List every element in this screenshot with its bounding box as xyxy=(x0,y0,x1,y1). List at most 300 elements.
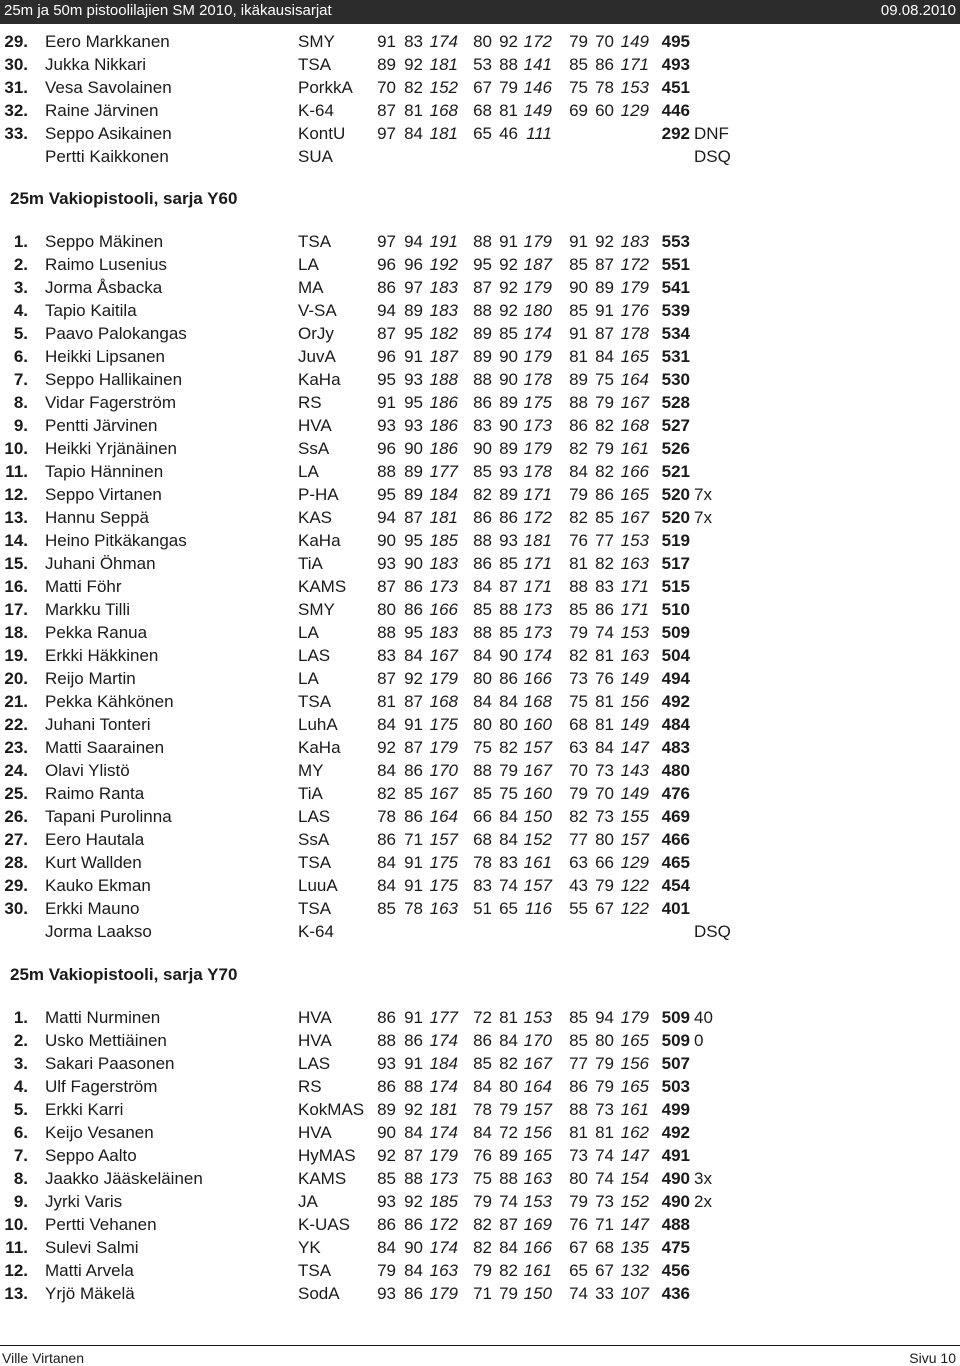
club-name: LAS xyxy=(298,807,331,826)
series-subtotal: 166 xyxy=(620,462,649,481)
series-subtotal: 168 xyxy=(620,416,649,435)
series-score: 90 xyxy=(473,439,492,458)
total-score: 456 xyxy=(661,1261,690,1280)
result-rank: 24. xyxy=(4,761,28,780)
series-score: 92 xyxy=(499,255,518,274)
result-row xyxy=(0,299,960,322)
series-subtotal: 174 xyxy=(523,646,552,665)
club-name: KaHa xyxy=(298,738,341,757)
series-score: 79 xyxy=(569,32,588,51)
series-subtotal: 164 xyxy=(429,807,458,826)
series-score: 88 xyxy=(569,393,588,412)
total-score: 519 xyxy=(661,531,690,550)
club-name: LA xyxy=(298,255,319,274)
club-name: JA xyxy=(298,1192,318,1211)
series-subtotal: 183 xyxy=(429,278,458,297)
series-subtotal: 184 xyxy=(429,1054,458,1073)
result-row xyxy=(0,122,960,145)
series-score: 73 xyxy=(595,1192,614,1211)
total-score: 483 xyxy=(661,738,690,757)
result-row xyxy=(0,828,960,851)
result-rank: 27. xyxy=(4,830,28,849)
series-score: 97 xyxy=(377,232,396,251)
series-subtotal: 165 xyxy=(620,485,649,504)
series-score: 73 xyxy=(569,1146,588,1165)
series-score: 71 xyxy=(404,830,423,849)
club-name: HVA xyxy=(298,1123,332,1142)
series-subtotal: 171 xyxy=(620,577,649,596)
club-name: RS xyxy=(298,1077,322,1096)
series-score: 85 xyxy=(404,784,423,803)
series-subtotal: 166 xyxy=(523,1238,552,1257)
result-row xyxy=(0,76,960,99)
series-score: 63 xyxy=(569,738,588,757)
athlete-name: Erkki Mauno xyxy=(45,899,140,918)
series-score: 85 xyxy=(569,1031,588,1050)
club-name: TSA xyxy=(298,853,332,872)
series-score: 78 xyxy=(377,807,396,826)
athlete-name: Kurt Wallden xyxy=(45,853,142,872)
series-score: 92 xyxy=(499,301,518,320)
result-rank: 13. xyxy=(4,508,28,527)
series-subtotal: 179 xyxy=(523,278,552,297)
club-name: SMY xyxy=(298,600,335,619)
series-subtotal: 173 xyxy=(523,623,552,642)
club-name: TSA xyxy=(298,692,332,711)
athlete-name: Sulevi Salmi xyxy=(45,1238,139,1257)
total-score: 509 xyxy=(661,1031,690,1050)
series-subtotal: 161 xyxy=(620,439,649,458)
series-score: 84 xyxy=(499,1031,518,1050)
series-score: 93 xyxy=(377,416,396,435)
result-row xyxy=(0,483,960,506)
series-score: 95 xyxy=(377,485,396,504)
series-score: 92 xyxy=(499,32,518,51)
series-score: 68 xyxy=(595,1238,614,1257)
series-score: 84 xyxy=(595,347,614,366)
series-score: 75 xyxy=(473,1169,492,1188)
result-rank: 29. xyxy=(4,32,28,51)
series-score: 67 xyxy=(569,1238,588,1257)
series-score: 89 xyxy=(404,462,423,481)
series-score: 60 xyxy=(595,101,614,120)
series-subtotal: 179 xyxy=(620,278,649,297)
series-score: 89 xyxy=(499,485,518,504)
series-subtotal: 169 xyxy=(523,1215,552,1234)
series-score: 87 xyxy=(377,669,396,688)
result-rank: 4. xyxy=(13,301,28,320)
total-score: 530 xyxy=(661,370,690,389)
series-score: 79 xyxy=(569,1192,588,1211)
club-name: K-64 xyxy=(298,101,334,120)
series-score: 78 xyxy=(595,78,614,97)
series-score: 87 xyxy=(404,738,423,757)
document-date: 09.08.2010 xyxy=(880,2,956,19)
series-score: 96 xyxy=(377,347,396,366)
series-subtotal: 146 xyxy=(523,78,552,97)
series-subtotal: 174 xyxy=(523,324,552,343)
series-subtotal: 161 xyxy=(620,1100,649,1119)
page-number: Sivu 10 xyxy=(909,1350,956,1366)
series-subtotal: 160 xyxy=(523,784,552,803)
series-score: 93 xyxy=(377,554,396,573)
series-score: 87 xyxy=(377,577,396,596)
result-row xyxy=(0,667,960,690)
series-score: 79 xyxy=(595,393,614,412)
series-score: 84 xyxy=(499,1238,518,1257)
document-title: 25m ja 50m pistoolilajien SM 2010, ikäkausisarjat xyxy=(4,2,332,19)
result-row xyxy=(0,920,960,943)
series-score: 67 xyxy=(473,78,492,97)
result-rank: 11. xyxy=(5,462,28,481)
total-score: 495 xyxy=(661,32,690,51)
series-subtotal: 147 xyxy=(620,1146,649,1165)
series-subtotal: 167 xyxy=(523,1054,552,1073)
series-score: 79 xyxy=(499,761,518,780)
series-score: 96 xyxy=(377,255,396,274)
series-subtotal: 179 xyxy=(429,669,458,688)
result-row xyxy=(0,230,960,253)
total-score: 551 xyxy=(661,255,690,274)
series-subtotal: 175 xyxy=(429,876,458,895)
series-score: 85 xyxy=(569,301,588,320)
series-score: 67 xyxy=(595,899,614,918)
series-score: 79 xyxy=(499,78,518,97)
result-row xyxy=(0,437,960,460)
result-row xyxy=(0,782,960,805)
series-subtotal: 165 xyxy=(620,1077,649,1096)
club-name: LA xyxy=(298,462,319,481)
result-rank: 14. xyxy=(4,531,28,550)
series-subtotal: 156 xyxy=(620,1054,649,1073)
result-rank: 29. xyxy=(4,876,28,895)
results-table-y60 xyxy=(0,230,960,943)
total-score: 521 xyxy=(661,462,690,481)
series-subtotal: 167 xyxy=(620,508,649,527)
series-score: 68 xyxy=(473,101,492,120)
result-row xyxy=(0,874,960,897)
series-score: 93 xyxy=(404,416,423,435)
series-subtotal: 163 xyxy=(429,899,458,918)
series-score: 88 xyxy=(569,1100,588,1119)
series-score: 84 xyxy=(473,577,492,596)
club-name: KAMS xyxy=(298,1169,347,1188)
series-score: 79 xyxy=(595,439,614,458)
athlete-name: Keijo Vesanen xyxy=(45,1123,154,1142)
result-note: DNF xyxy=(694,124,729,143)
series-score: 76 xyxy=(569,531,588,550)
series-score: 71 xyxy=(473,1284,492,1303)
series-subtotal: 168 xyxy=(429,692,458,711)
series-subtotal: 186 xyxy=(429,416,458,435)
result-row xyxy=(0,322,960,345)
series-subtotal: 153 xyxy=(523,1192,552,1211)
series-subtotal: 179 xyxy=(620,1008,649,1027)
section-title-y70: 25m Vakiopistooli, sarja Y70 xyxy=(10,965,238,984)
series-subtotal: 192 xyxy=(429,255,458,274)
total-score: 509 xyxy=(661,623,690,642)
page-footer xyxy=(0,1345,960,1366)
series-score: 89 xyxy=(499,393,518,412)
result-rank: 5. xyxy=(13,1100,28,1119)
series-score: 86 xyxy=(404,761,423,780)
result-row xyxy=(0,805,960,828)
series-score: 73 xyxy=(595,761,614,780)
club-name: TSA xyxy=(298,1261,332,1280)
series-score: 88 xyxy=(473,370,492,389)
athlete-name: Ulf Fagerström xyxy=(45,1077,158,1096)
series-score: 78 xyxy=(473,1100,492,1119)
series-score: 84 xyxy=(473,692,492,711)
total-score: 480 xyxy=(661,761,690,780)
result-rank: 20. xyxy=(4,669,28,688)
series-score: 81 xyxy=(595,646,614,665)
series-score: 97 xyxy=(404,278,423,297)
series-score: 87 xyxy=(404,692,423,711)
series-score: 77 xyxy=(595,531,614,550)
series-score: 92 xyxy=(404,55,423,74)
club-name: TiA xyxy=(298,784,323,803)
series-subtotal: 122 xyxy=(620,876,649,895)
series-score: 86 xyxy=(404,600,423,619)
series-score: 91 xyxy=(404,1054,423,1073)
series-subtotal: 179 xyxy=(429,1146,458,1165)
series-score: 85 xyxy=(473,1054,492,1073)
series-subtotal: 147 xyxy=(620,738,649,757)
series-score: 66 xyxy=(595,853,614,872)
series-subtotal: 147 xyxy=(620,1215,649,1234)
series-subtotal: 179 xyxy=(523,347,552,366)
series-subtotal: 149 xyxy=(620,784,649,803)
athlete-name: Matti Arvela xyxy=(45,1261,134,1280)
series-score: 85 xyxy=(569,255,588,274)
series-score: 79 xyxy=(569,485,588,504)
result-row xyxy=(0,460,960,483)
total-score: 465 xyxy=(661,853,690,872)
total-score: 528 xyxy=(661,393,690,412)
series-subtotal: 184 xyxy=(429,485,458,504)
series-score: 88 xyxy=(404,1169,423,1188)
series-score: 86 xyxy=(377,1077,396,1096)
series-score: 86 xyxy=(499,508,518,527)
result-row xyxy=(0,736,960,759)
series-score: 91 xyxy=(377,393,396,412)
series-score: 76 xyxy=(595,669,614,688)
series-score: 85 xyxy=(569,600,588,619)
series-subtotal: 181 xyxy=(429,508,458,527)
total-score: 451 xyxy=(661,78,690,97)
series-score: 86 xyxy=(473,508,492,527)
result-row xyxy=(0,145,960,168)
section-title-y60: 25m Vakiopistooli, sarja Y60 xyxy=(10,189,238,208)
result-rank: 7. xyxy=(13,1146,28,1165)
club-name: KAMS xyxy=(298,577,347,596)
series-score: 88 xyxy=(499,1169,518,1188)
result-rank: 1. xyxy=(13,1008,28,1027)
series-score: 86 xyxy=(377,1008,396,1027)
club-name: KokMAS xyxy=(298,1100,365,1119)
series-score: 86 xyxy=(404,577,423,596)
club-name: MA xyxy=(298,278,324,297)
result-rank: 31. xyxy=(4,78,28,97)
series-score: 65 xyxy=(569,1261,588,1280)
series-subtotal: 179 xyxy=(429,738,458,757)
result-row xyxy=(0,897,960,920)
series-score: 91 xyxy=(569,324,588,343)
athlete-name: Tapio Hänninen xyxy=(45,462,164,481)
series-score: 80 xyxy=(499,1077,518,1096)
series-score: 74 xyxy=(595,1146,614,1165)
series-subtotal: 135 xyxy=(620,1238,649,1257)
result-note: 2x xyxy=(694,1192,712,1211)
total-score: 509 xyxy=(661,1008,690,1027)
athlete-name: Olavi Ylistö xyxy=(45,761,130,780)
result-rank: 2. xyxy=(13,255,28,274)
total-score: 469 xyxy=(661,807,690,826)
series-score: 70 xyxy=(569,761,588,780)
series-score: 84 xyxy=(377,876,396,895)
series-score: 63 xyxy=(569,853,588,872)
series-score: 70 xyxy=(595,784,614,803)
series-score: 91 xyxy=(404,715,423,734)
result-row xyxy=(0,1029,960,1052)
series-score: 91 xyxy=(377,32,396,51)
result-row xyxy=(0,552,960,575)
total-score: 494 xyxy=(661,669,690,688)
result-row xyxy=(0,391,960,414)
series-score: 85 xyxy=(499,324,518,343)
athlete-name: Erkki Häkkinen xyxy=(45,646,159,665)
series-score: 51 xyxy=(473,899,492,918)
result-rank: 32. xyxy=(4,101,28,120)
club-name: KontU xyxy=(298,124,346,143)
series-score: 73 xyxy=(595,1100,614,1119)
series-score: 87 xyxy=(595,324,614,343)
series-subtotal: 165 xyxy=(523,1146,552,1165)
total-score: 539 xyxy=(661,301,690,320)
series-score: 43 xyxy=(569,876,588,895)
series-score: 82 xyxy=(499,1261,518,1280)
total-score: 517 xyxy=(661,554,690,573)
series-score: 75 xyxy=(569,692,588,711)
series-score: 84 xyxy=(569,462,588,481)
series-subtotal: 141 xyxy=(523,55,552,74)
series-subtotal: 166 xyxy=(523,669,552,688)
series-subtotal: 173 xyxy=(429,577,458,596)
club-name: KaHa xyxy=(298,531,341,550)
series-subtotal: 162 xyxy=(620,1123,649,1142)
total-score: 531 xyxy=(661,347,690,366)
result-rank: 19. xyxy=(4,646,28,665)
series-score: 97 xyxy=(377,124,396,143)
series-score: 88 xyxy=(473,623,492,642)
athlete-name: Jorma Laakso xyxy=(45,922,152,941)
club-name: LAS xyxy=(298,1054,331,1073)
series-score: 89 xyxy=(404,301,423,320)
club-name: LuhA xyxy=(298,715,338,734)
series-score: 79 xyxy=(473,1192,492,1211)
athlete-name: Seppo Aalto xyxy=(45,1146,137,1165)
series-score: 88 xyxy=(473,761,492,780)
series-score: 83 xyxy=(377,646,396,665)
athlete-name: Markku Tilli xyxy=(45,600,131,619)
result-row xyxy=(0,1075,960,1098)
series-score: 86 xyxy=(569,416,588,435)
series-subtotal: 122 xyxy=(620,899,649,918)
series-score: 79 xyxy=(595,876,614,895)
series-subtotal: 173 xyxy=(523,600,552,619)
result-row xyxy=(0,621,960,644)
series-subtotal: 168 xyxy=(429,101,458,120)
series-subtotal: 163 xyxy=(620,554,649,573)
total-score: 492 xyxy=(661,1123,690,1142)
series-subtotal: 164 xyxy=(523,1077,552,1096)
series-subtotal: 175 xyxy=(429,715,458,734)
series-subtotal: 167 xyxy=(523,761,552,780)
series-score: 90 xyxy=(499,347,518,366)
series-subtotal: 149 xyxy=(523,101,552,120)
series-score: 93 xyxy=(404,370,423,389)
series-score: 91 xyxy=(404,853,423,872)
page-header xyxy=(0,0,960,24)
series-score: 74 xyxy=(595,623,614,642)
total-score: 490 xyxy=(661,1169,690,1188)
series-subtotal: 171 xyxy=(523,554,552,573)
series-subtotal: 163 xyxy=(620,646,649,665)
series-score: 86 xyxy=(377,1215,396,1234)
series-subtotal: 183 xyxy=(620,232,649,251)
result-rank: 33. xyxy=(4,124,28,143)
series-score: 79 xyxy=(569,623,588,642)
result-row xyxy=(0,690,960,713)
athlete-name: Eero Markkanen xyxy=(45,32,170,51)
series-score: 87 xyxy=(473,278,492,297)
result-rank: 21. xyxy=(4,692,28,711)
series-subtotal: 174 xyxy=(429,1123,458,1142)
series-subtotal: 173 xyxy=(523,416,552,435)
series-score: 84 xyxy=(404,1261,423,1280)
result-row xyxy=(0,529,960,552)
series-subtotal: 143 xyxy=(620,761,649,780)
club-name: SsA xyxy=(298,439,330,458)
series-score: 84 xyxy=(499,692,518,711)
series-subtotal: 172 xyxy=(620,255,649,274)
series-score: 82 xyxy=(595,554,614,573)
total-score: 526 xyxy=(661,439,690,458)
series-score: 90 xyxy=(404,1238,423,1257)
series-subtotal: 152 xyxy=(523,830,552,849)
series-score: 96 xyxy=(377,439,396,458)
series-score: 89 xyxy=(377,1100,396,1119)
series-score: 82 xyxy=(377,784,396,803)
series-subtotal: 156 xyxy=(620,692,649,711)
club-name: PorkkA xyxy=(298,78,353,97)
series-subtotal: 171 xyxy=(523,577,552,596)
series-subtotal: 160 xyxy=(523,715,552,734)
series-subtotal: 191 xyxy=(429,232,458,251)
series-score: 90 xyxy=(404,439,423,458)
series-score: 76 xyxy=(569,1215,588,1234)
total-score: 534 xyxy=(661,324,690,343)
series-subtotal: 183 xyxy=(429,554,458,573)
athlete-name: Pertti Kaikkonen xyxy=(45,147,169,166)
series-score: 92 xyxy=(499,278,518,297)
total-score: 499 xyxy=(661,1100,690,1119)
series-score: 82 xyxy=(473,485,492,504)
series-subtotal: 129 xyxy=(620,853,649,872)
series-score: 86 xyxy=(473,1031,492,1050)
series-subtotal: 173 xyxy=(429,1169,458,1188)
